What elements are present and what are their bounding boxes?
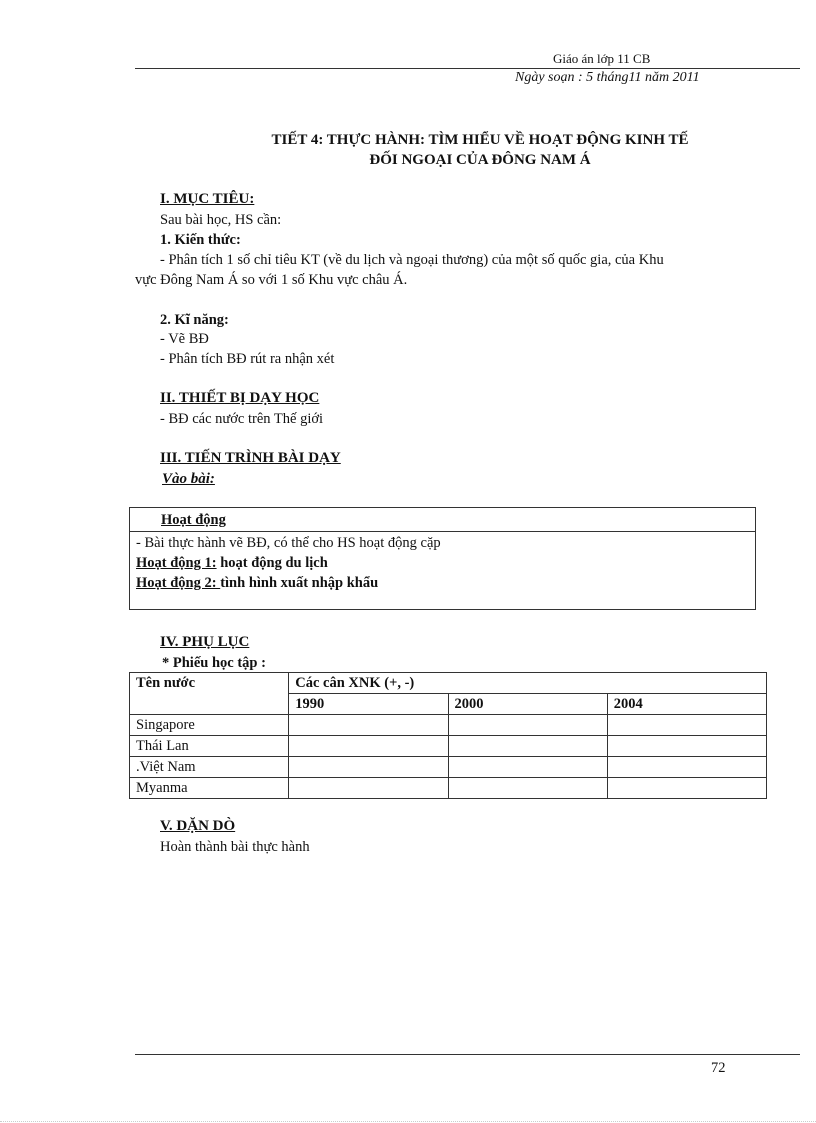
knowledge-line2: vực Đông Nam Á so với 1 số Khu vực châu Á. [135, 272, 408, 288]
table-header-row [130, 673, 767, 694]
table-row [130, 757, 767, 778]
country-cell: Thái Lan [130, 736, 289, 757]
country-cell: Singapore [130, 715, 289, 736]
section-process-heading: III. TIẾN TRÌNH BÀI DẠY [160, 450, 341, 466]
year-header: 2004 [607, 694, 766, 715]
objectives-intro: Sau bài học, HS cần: [160, 212, 282, 228]
course-label: Giáo án lớp 11 CB [553, 51, 651, 66]
empty-cell [607, 715, 766, 736]
country-cell: .Việt Nam [130, 757, 289, 778]
knowledge-line1: - Phân tích 1 số chỉ tiêu KT (về du lịch và ngoại thương) của một số quốc gia, của Khu [160, 252, 664, 268]
year-header: 2000 [448, 694, 607, 715]
table-row [130, 736, 767, 757]
empty-cell [289, 715, 448, 736]
empty-cell [448, 778, 607, 799]
skill-item-2: - Phân tích BĐ rút ra nhận xét [160, 351, 335, 367]
activity-1-label: Hoạt động 1: [136, 555, 217, 571]
knowledge-heading: 1. Kiến thức: [160, 232, 241, 248]
activity-box-header [130, 508, 755, 532]
table-row [130, 778, 767, 799]
activity-2-row [136, 573, 378, 593]
empty-cell [448, 715, 607, 736]
section-equipment-heading: II. THIẾT BỊ DẠY HỌC [160, 390, 320, 406]
activity-1-text: hoạt động du lịch [216, 555, 328, 571]
empty-cell [607, 778, 766, 799]
year-header: 1990 [289, 694, 448, 715]
date-label: Ngày soạn : 5 tháng11 năm 2011 [515, 70, 700, 85]
table-row [130, 715, 767, 736]
footer-rule [135, 1054, 800, 1055]
empty-cell [448, 757, 607, 778]
section-homework-heading: V. DẶN DÒ [160, 818, 236, 834]
activity-1-row [136, 553, 328, 573]
empty-cell [289, 757, 448, 778]
section-objectives-heading: I. MỤC TIÊU: [160, 191, 255, 207]
page-number: 72 [711, 1060, 726, 1076]
empty-cell [607, 736, 766, 757]
lesson-title-line1: TIẾT 4: THỰC HÀNH: TÌM HIỂU VỀ HOẠT ĐỘNG KINH TẾ [271, 132, 689, 148]
col-group-header: Các cân XNK (+, -) [289, 673, 767, 694]
worksheet-table [129, 672, 767, 799]
col-country-header: Tên nước [130, 673, 289, 715]
homework-text: Hoàn thành bài thực hành [160, 839, 310, 855]
skills-heading: 2. Kĩ năng: [160, 312, 229, 328]
country-cell: Myanma [130, 778, 289, 799]
empty-cell [448, 736, 607, 757]
section-appendix-heading: IV. PHỤ LỤC [160, 634, 250, 650]
header-rule [135, 68, 800, 69]
activity-header-label: Hoạt động [161, 512, 226, 528]
empty-cell [289, 778, 448, 799]
lesson-title-line2: ĐỐI NGOẠI CỦA ĐÔNG NAM Á [369, 152, 591, 168]
page-edge [0, 1121, 816, 1122]
activity-line-1: - Bài thực hành vẽ BĐ, có thể cho HS hoạt động cặp [136, 535, 441, 551]
equipment-item-1: - BĐ các nước trên Thế giới [160, 411, 324, 427]
worksheet-label: * Phiếu học tập : [162, 655, 266, 671]
empty-cell [607, 757, 766, 778]
intro-label: Vào bài: [162, 471, 215, 487]
skill-item-1: - Vẽ BĐ [160, 331, 209, 347]
empty-cell [289, 736, 448, 757]
activity-2-label: Hoạt động 2: [136, 575, 221, 591]
activity-2-text: tình hình xuất nhập khẩu [220, 575, 379, 591]
activity-box [129, 507, 756, 610]
